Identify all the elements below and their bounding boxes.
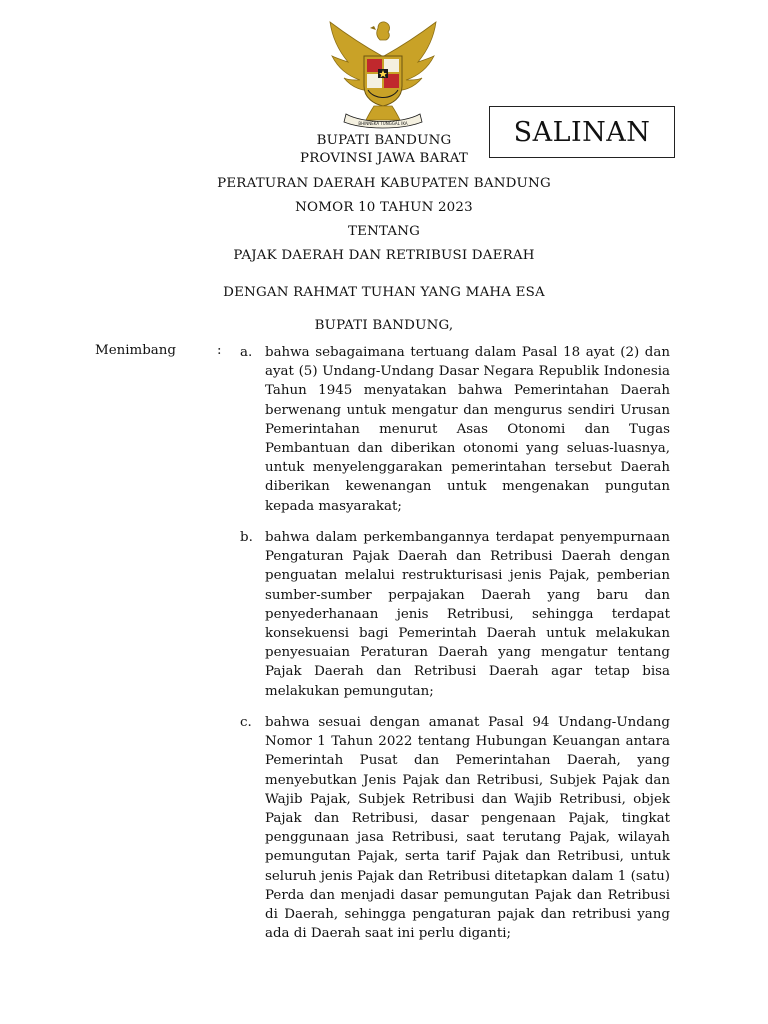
item-text: bahwa sesuai dengan amanat Pasal 94 Undang-Undang Nomor 1 Tahun 2022 tentang Hubungan Keuangan antara Pemerintah Pusat dan Pemerintahan Daerah, yang menyebutkan Jenis Pajak dan Retribusi, Subjek Pajak dan Wajib Pajak, Subjek Retribusi dan Wajib Retribusi, objek Pajak dan Retribusi, dasar pengenaan Pajak, tingkat penggunaan jasa Retribusi, saat terutang Pajak, wilayah pemungutan Pajak, serta tarif Pajak dan Retribusi, untuk seluruh jenis Pajak dan Retribusi ditetapkan dalam 1 (satu) Perda dan menjadi dasar pemungutan Pajak dan Retribusi di Daerah, sehingga pengaturan pajak dan retribusi yang ada di Daerah saat ini perlu diganti; [265,715,670,942]
item-marker: b. [240,530,253,545]
regulation-number: NOMOR 10 TAHUN 2023 [295,200,473,215]
considering-item-a [240,343,670,516]
item-text: bahwa dalam perkembangannya terdapat penyempurnaan Pengaturan Pajak Daerah dan Retribusi Daerah dengan penguatan melalui restrukturisasi jenis Pajak, pemberian sumber-sumber perpajakan Daerah yang baru dan penyederhanaan jenis Retribusi, sehingga terdapat konsekuensi bagi Pemerintah Daerah untuk melakukan penyesuaian Peraturan Daerah yang mengatur tentang Pajak Daerah dan Retribusi Daerah agar tetap bisa melakukan pemungutan; [265,530,670,699]
issuer-title: BUPATI BANDUNG [316,133,452,148]
item-marker: a. [240,345,253,360]
regulation-about: TENTANG [347,224,421,239]
regulation-title: PERATURAN DAERAH KABUPATEN BANDUNG [217,176,551,191]
item-marker: c. [240,715,252,730]
salinan-stamp: SALINAN [489,106,675,158]
considering-item-c [240,713,670,943]
official-title: BUPATI BANDUNG, [314,318,454,333]
considering-label: Menimbang [95,343,176,358]
emblem-motto: BHINNEKA TUNGGAL IKA [358,121,408,126]
issuer-province: PROVINSI JAWA BARAT [299,151,468,166]
item-text: bahwa sebagaimana tertuang dalam Pasal 18 ayat (2) dan ayat (5) Undang-Undang Dasar Negara Republik Indonesia Tahun 1945 menyatakan bahwa Pemerintahan Daerah berwenang untuk mengatur dan mengurus sendiri Urusan Pemerintahan menurut Asas Otonomi dan Tugas Pembantuan dan diberikan otonomi yang seluas-luasnya, untuk menyelenggarakan pemerintahan tersebut Daerah diberikan kewenangan untuk mengenakan pungutan kepada masyarakat; [265,345,670,514]
garuda-emblem-icon [324,16,442,132]
considering-item-b [240,528,670,701]
blessing-line: DENGAN RAHMAT TUHAN YANG MAHA ESA [223,285,545,300]
considering-colon: : [217,343,222,358]
regulation-subject: PAJAK DAERAH DAN RETRIBUSI DAERAH [233,248,535,263]
